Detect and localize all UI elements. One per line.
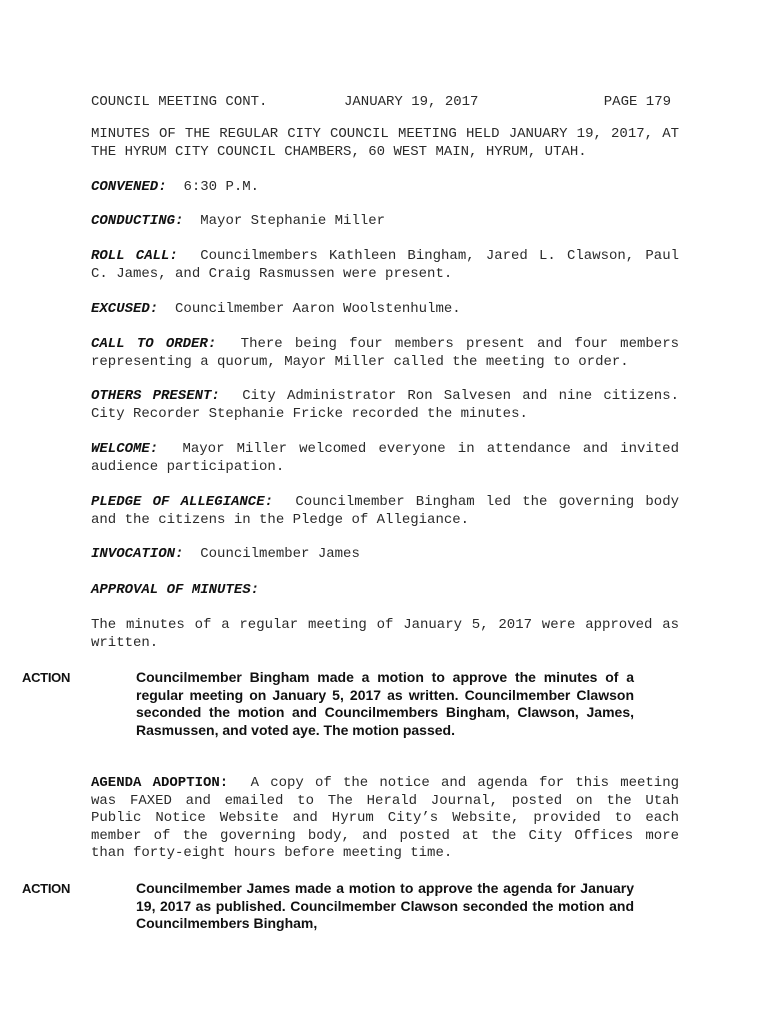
motion-2: Councilmember James made a motion to approve the agenda for January 19, 2017 as published. Councilmember Clawson seconded the motion and Councilmembers Bingham, [136,880,634,931]
welcome-label: WELCOME: [91,441,159,457]
header-page-number: PAGE 179 [603,94,671,110]
action-tag-1: ACTION [22,670,71,685]
excused-line [91,301,679,319]
excused-text: Councilmember Aaron Woolstenhulme. [175,301,461,317]
conducting-label: CONDUCTING: [91,213,184,229]
approval-of-minutes-heading [91,582,679,600]
welcome-paragraph [91,441,679,476]
roll-call-paragraph [91,248,679,283]
approval-of-minutes-text: The minutes of a regular meeting of January 5, 2017 were approved as written. [91,617,679,651]
invocation-line [91,546,679,564]
others-present-label: OTHERS PRESENT: [91,388,220,404]
pledge-paragraph [91,494,679,529]
agenda-adoption-label: AGENDA ADOPTION: [91,775,229,791]
convened-text: 6:30 P.M. [183,179,260,195]
others-present-text: City Administrator Ron Salvesen and nine citizens. City Recorder Stephanie Fricke recorded the minutes. [91,388,679,422]
invocation-text: Councilmember James [200,546,360,562]
others-present-paragraph [91,388,679,423]
page-header [91,93,671,111]
roll-call-text: Councilmembers Kathleen Bingham, Jared L. Clawson, Paul C. James, and Craig Rasmussen were present. [91,248,680,282]
convened-label: CONVENED: [91,179,167,195]
roll-call-label: ROLL CALL: [91,248,178,264]
conducting-line [91,213,679,231]
conducting-text: Mayor Stephanie Miller [200,213,386,229]
call-to-order-paragraph [91,336,679,371]
agenda-adoption-paragraph [91,775,679,863]
intro-paragraph: MINUTES OF THE REGULAR CITY COUNCIL MEETING HELD JANUARY 19, 2017, AT THE HYRUM CITY COUNCIL CHAMBERS, 60 WEST MAIN, HYRUM, UTAH. [91,126,679,160]
convened-line [91,179,679,197]
pledge-text: Councilmember Bingham led the governing body and the citizens in the Pledge of Allegiance. [91,494,679,528]
pledge-label: PLEDGE OF ALLEGIANCE: [91,494,274,510]
welcome-text: Mayor Miller welcomed everyone in attendance and invited audience participation. [91,441,679,475]
action-tag-2: ACTION [22,881,71,896]
header-date: JANUARY 19, 2017 [344,94,479,110]
approval-heading-label: APPROVAL OF MINUTES: [91,582,260,598]
call-to-order-label: CALL TO ORDER: [91,336,217,352]
motion-1: Councilmember Bingham made a motion to approve the minutes of a regular meeting on January 5, 2017 as written. Councilmember Clawson seconded the motion and Councilmembers Bingham, Clawson, James, Rasmussen, and voted aye. The motion passed. [136,669,634,738]
call-to-order-text: There being four members present and four members representing a quorum, Mayor Miller called the meeting to order. [91,336,679,370]
agenda-adoption-text: A copy of the notice and agenda for this meeting was FAXED and emailed to The Herald Journal, posted on the Utah Public Notice Website and Hyrum City’s Website, provided to each member of the governing body, and posted at the City Offices more than forty-eight hours before meeting time. [91,775,680,861]
invocation-label: INVOCATION: [91,546,184,562]
header-title: COUNCIL MEETING CONT. [91,94,268,110]
excused-label: EXCUSED: [91,301,159,317]
